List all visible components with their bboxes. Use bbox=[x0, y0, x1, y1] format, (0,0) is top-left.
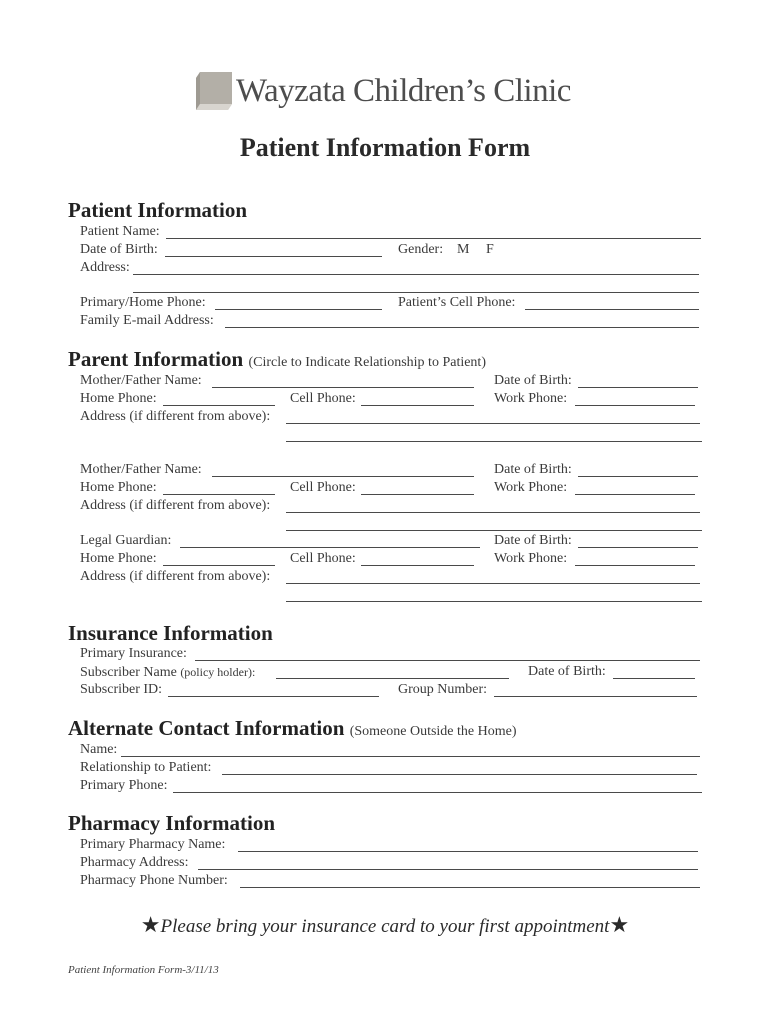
pharmacy-phone-field[interactable] bbox=[240, 887, 700, 888]
guardian-work-label: Work Phone: bbox=[494, 551, 568, 566]
policy-holder-text: (policy holder): bbox=[180, 665, 256, 679]
guardian-address-label: Address (if different from above): bbox=[80, 569, 271, 584]
alt-phone-label: Primary Phone: bbox=[80, 778, 168, 793]
pharmacy-phone-label: Pharmacy Phone Number: bbox=[80, 873, 228, 888]
parent2-name-field[interactable] bbox=[212, 476, 474, 477]
parent1-name-label: Mother/Father Name: bbox=[80, 373, 202, 388]
email-label: Family E-mail Address: bbox=[80, 313, 214, 328]
parent2-dob-field[interactable] bbox=[578, 476, 698, 477]
page-title: Patient Information Form bbox=[239, 133, 531, 162]
guardian-cell-field[interactable] bbox=[361, 565, 474, 566]
parent2-address-field[interactable] bbox=[286, 512, 700, 513]
parent1-work-field[interactable] bbox=[575, 405, 695, 406]
subscriber-name-label bbox=[80, 664, 255, 681]
parent1-address-field-2[interactable] bbox=[286, 441, 702, 442]
guardian-cell-label: Cell Phone: bbox=[290, 551, 356, 566]
parent2-cell-field[interactable] bbox=[361, 494, 474, 495]
patient-cell-field[interactable] bbox=[525, 309, 699, 310]
patient-name-field[interactable] bbox=[166, 238, 701, 239]
patient-address-label: Address: bbox=[80, 260, 130, 275]
guardian-name-field[interactable] bbox=[180, 547, 480, 548]
parent1-address-label: Address (if different from above): bbox=[80, 409, 271, 424]
star-icon: ★ bbox=[609, 912, 630, 937]
primary-insurance-label: Primary Insurance: bbox=[80, 646, 187, 661]
guardian-home-field[interactable] bbox=[163, 565, 275, 566]
star-icon: ★ bbox=[140, 912, 161, 937]
section-heading-insurance: Insurance Information bbox=[68, 621, 273, 645]
parent1-cell-field[interactable] bbox=[361, 405, 474, 406]
parent2-work-label: Work Phone: bbox=[494, 480, 568, 495]
parent2-dob-label: Date of Birth: bbox=[494, 462, 572, 477]
alt-name-label: Name: bbox=[80, 742, 118, 757]
insurance-reminder bbox=[0, 914, 770, 938]
parent2-address-label: Address (if different from above): bbox=[80, 498, 271, 513]
subscriber-name-text: Subscriber Name bbox=[80, 665, 177, 680]
patient-address-field-2[interactable] bbox=[133, 292, 699, 293]
alternate-heading-text: Alternate Contact Information bbox=[68, 716, 345, 740]
guardian-address-field-2[interactable] bbox=[286, 601, 702, 602]
parent1-dob-label: Date of Birth: bbox=[494, 373, 572, 388]
parent1-cell-label: Cell Phone: bbox=[290, 391, 356, 406]
parent1-work-label: Work Phone: bbox=[494, 391, 568, 406]
parent2-name-label: Mother/Father Name: bbox=[80, 462, 202, 477]
group-number-field[interactable] bbox=[494, 696, 697, 697]
logo-block-icon bbox=[196, 72, 232, 110]
home-phone-field[interactable] bbox=[215, 309, 382, 310]
guardian-name-label: Legal Guardian: bbox=[80, 533, 172, 548]
primary-insurance-field[interactable] bbox=[195, 660, 700, 661]
home-phone-label: Primary/Home Phone: bbox=[80, 295, 206, 310]
section-heading-alternate bbox=[68, 716, 517, 744]
parent2-work-field[interactable] bbox=[575, 494, 695, 495]
subscriber-dob-field[interactable] bbox=[613, 678, 695, 679]
patient-cell-label: Patient’s Cell Phone: bbox=[398, 295, 516, 310]
gender-option-m[interactable]: M bbox=[457, 242, 470, 257]
alt-relationship-field[interactable] bbox=[222, 774, 697, 775]
gender-option-f[interactable]: F bbox=[486, 242, 494, 257]
parent2-address-field-2[interactable] bbox=[286, 530, 702, 531]
patient-name-label: Patient Name: bbox=[80, 224, 160, 239]
form-version: Patient Information Form-3/11/13 bbox=[68, 964, 219, 976]
subscriber-id-field[interactable] bbox=[168, 696, 379, 697]
subscriber-dob-label: Date of Birth: bbox=[528, 664, 606, 679]
parent1-dob-field[interactable] bbox=[578, 387, 698, 388]
gender-label: Gender: bbox=[398, 242, 444, 257]
parent1-address-field[interactable] bbox=[286, 423, 700, 424]
clinic-name: Wayzata Children’s Clinic bbox=[236, 73, 571, 109]
email-field[interactable] bbox=[225, 327, 699, 328]
parent2-home-label: Home Phone: bbox=[80, 480, 157, 495]
guardian-home-label: Home Phone: bbox=[80, 551, 157, 566]
guardian-dob-label: Date of Birth: bbox=[494, 533, 572, 548]
alt-relationship-label: Relationship to Patient: bbox=[80, 760, 212, 775]
section-heading-patient: Patient Information bbox=[68, 198, 248, 222]
section-heading-pharmacy: Pharmacy Information bbox=[68, 811, 276, 835]
parent2-home-field[interactable] bbox=[163, 494, 275, 495]
guardian-work-field[interactable] bbox=[575, 565, 695, 566]
patient-dob-field[interactable] bbox=[165, 256, 382, 257]
guardian-address-field[interactable] bbox=[286, 583, 700, 584]
alt-phone-field[interactable] bbox=[173, 792, 702, 793]
pharmacy-address-field[interactable] bbox=[198, 869, 698, 870]
parent1-home-label: Home Phone: bbox=[80, 391, 157, 406]
parent-heading-text: Parent Information bbox=[68, 347, 244, 371]
parent-heading-note: (Circle to Indicate Relationship to Patient) bbox=[248, 355, 486, 370]
subscriber-name-field[interactable] bbox=[276, 678, 509, 679]
parent1-home-field[interactable] bbox=[163, 405, 275, 406]
alternate-heading-note: (Someone Outside the Home) bbox=[349, 724, 517, 739]
alt-name-field[interactable] bbox=[121, 756, 700, 757]
group-number-label: Group Number: bbox=[398, 682, 488, 697]
pharmacy-address-label: Pharmacy Address: bbox=[80, 855, 189, 870]
parent2-cell-label: Cell Phone: bbox=[290, 480, 356, 495]
subscriber-id-label: Subscriber ID: bbox=[80, 682, 163, 697]
pharmacy-name-field[interactable] bbox=[238, 851, 698, 852]
section-heading-parent bbox=[68, 347, 486, 375]
guardian-dob-field[interactable] bbox=[578, 547, 698, 548]
parent1-name-field[interactable] bbox=[212, 387, 474, 388]
pharmacy-name-label: Primary Pharmacy Name: bbox=[80, 837, 226, 852]
reminder-text: Please bring your insurance card to your first appointment bbox=[160, 916, 610, 937]
patient-dob-label: Date of Birth: bbox=[80, 242, 158, 257]
patient-address-field[interactable] bbox=[133, 274, 699, 275]
